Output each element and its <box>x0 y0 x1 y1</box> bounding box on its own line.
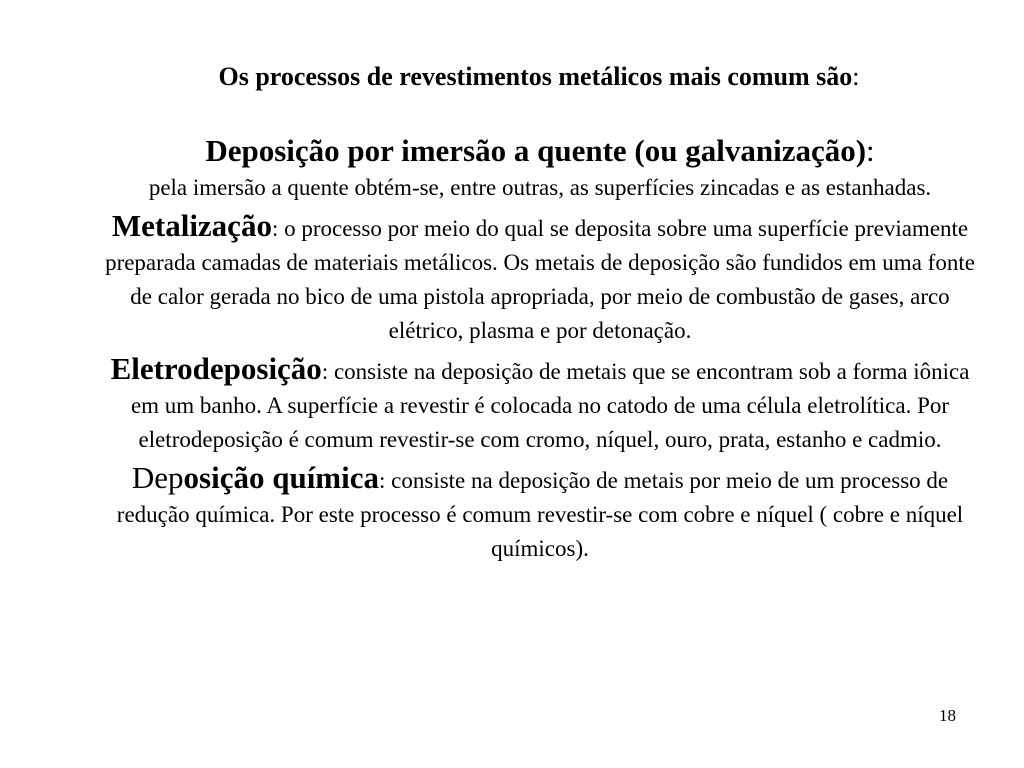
slide-body <box>100 134 980 570</box>
item-term-rest: osição química <box>183 460 380 495</box>
item-text: o processo por meio do qual se deposita sobre uma superfície previamente preparada camadas de materiais metálicos. Os metais de deposição são fundidos em uma fonte de calor gerada no bico de uma pistola apropriada, por meio de combustão de gases, arco elétrico, plasma e por detonação. <box>105 216 975 343</box>
item-term: Eletrodeposição <box>110 351 322 386</box>
heading-text: Os processos de revestimentos metálicos mais comum são <box>218 62 853 91</box>
item-metalizacao <box>100 209 980 348</box>
item-term <box>132 460 379 495</box>
item-deposicao-imersao <box>100 134 980 205</box>
item-separator: : <box>321 359 329 384</box>
item-separator: : <box>271 216 279 241</box>
item-eletrodeposicao <box>100 352 980 457</box>
page-number: 18 <box>939 706 956 725</box>
heading-colon: : <box>852 62 860 91</box>
item-term: Metalização <box>111 208 272 243</box>
item-term-prefix: Dep <box>131 460 184 495</box>
item-term: Deposição por imersão a quente (ou galvanização) <box>205 133 867 168</box>
item-separator: : <box>379 468 386 493</box>
slide-heading <box>0 58 1024 96</box>
item-text: consiste na deposição de metais que se encontram sob a forma iônica em um banho. A superfície a revestir é colocada no catodo de uma célula eletrolítica. Por eletrodeposição é comum revestir-se com cromo, níquel, ouro, prata, estanho e cadmio. <box>130 359 970 452</box>
item-text: pela imersão a quente obtém-se, entre outras, as superfícies zincadas e as estanhadas. <box>148 175 932 200</box>
item-text: consiste na deposição de metais por meio de um processo de redução química. Por este processo é comum revestir-se com cobre e níquel ( cobre e níquel químicos). <box>116 468 964 561</box>
item-deposicao-quimica <box>100 461 980 566</box>
item-separator: : <box>866 133 875 168</box>
